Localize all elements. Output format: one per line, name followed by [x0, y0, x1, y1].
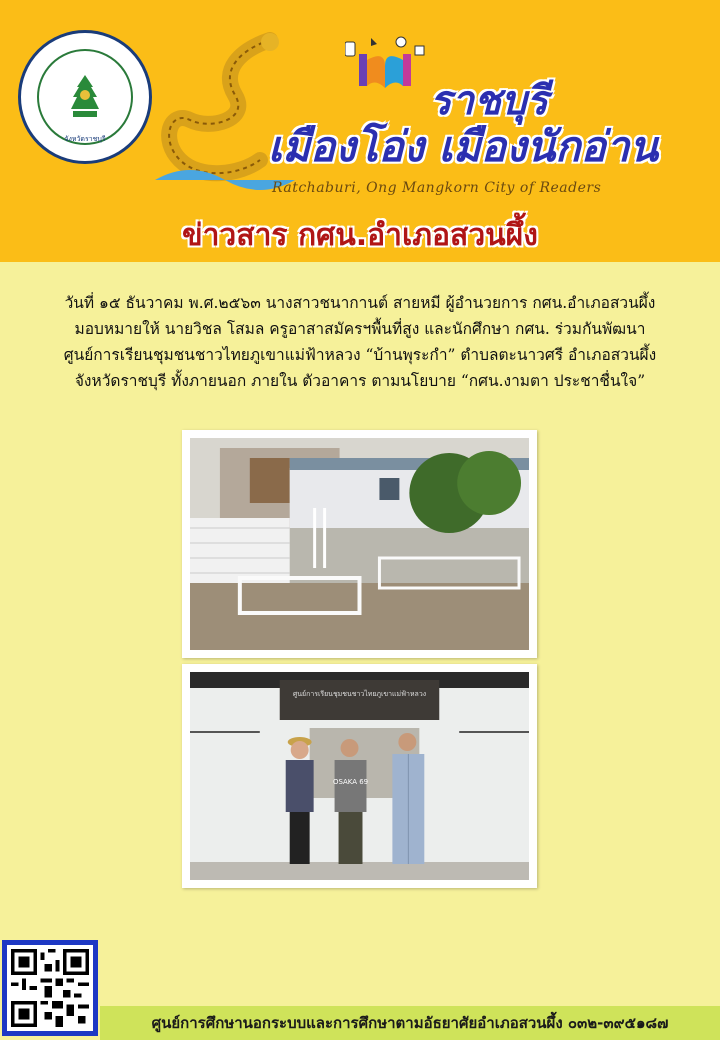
- logo-caption: จังหวัดราชบุรี: [64, 135, 106, 143]
- footer-bar: [100, 1006, 720, 1040]
- photo-building-exterior: [182, 430, 537, 658]
- emblem-icon: [65, 73, 105, 121]
- article-line: มอบหมายให้ นายวิชล โสมล ครูอาสาสมัครฯพื้นที่สูง และนักศึกษา กศน. ร่วมกันพัฒนา: [74, 320, 646, 338]
- article-line: จังหวัดราชบุรี ทั้งภายนอก ภายใน ตัวอาคาร ตามนโยบาย “กศน.งามตา ประชาชื่นใจ”: [74, 372, 646, 390]
- brand-slogan: เมืองโอ่ง เมืองนักอ่าน: [268, 122, 659, 171]
- brand-english-slogan: Ratchaburi, Ong Mangkorn City of Readers: [272, 180, 602, 196]
- qr-code-icon: [11, 949, 89, 1027]
- open-book-icon: [345, 36, 425, 96]
- brand-title-ratchaburi: ราชบุรี: [430, 78, 548, 124]
- footer-contact: ศูนย์การศึกษานอกระบบและการศึกษาตามอัธยาศัยอำเภอสวนผึ้ง ๐๓๒-๓๙๕๑๘๗: [151, 1014, 669, 1032]
- qr-code[interactable]: [2, 940, 98, 1036]
- header-banner: [0, 0, 720, 262]
- article-body: [18, 290, 702, 394]
- shirt-text: OSAKA 69: [332, 777, 369, 787]
- nfe-logo: [18, 30, 152, 164]
- sign-text: ศูนย์การเรียนชุมชนชาวไทยภูเขาแม่ฟ้าหลวง: [292, 689, 427, 699]
- article-line: ศูนย์การเรียนชุมชนชาวไทยภูเขาแม่ฟ้าหลวง “บ้านพุระกำ” ตำบลตะนาวศรี อำเภอสวนผึ้ง: [63, 346, 657, 364]
- news-title: ข่าวสาร กศน.อำเภอสวนผึ้ง: [182, 218, 538, 253]
- photo-volunteers: [182, 664, 537, 888]
- article-line: วันที่ ๑๕ ธันวาคม พ.ศ.๒๕๖๓ นางสาวชนากานต์ สายหมี ผู้อำนวยการ กศน.อำเภอสวนผึ้ง: [64, 294, 656, 312]
